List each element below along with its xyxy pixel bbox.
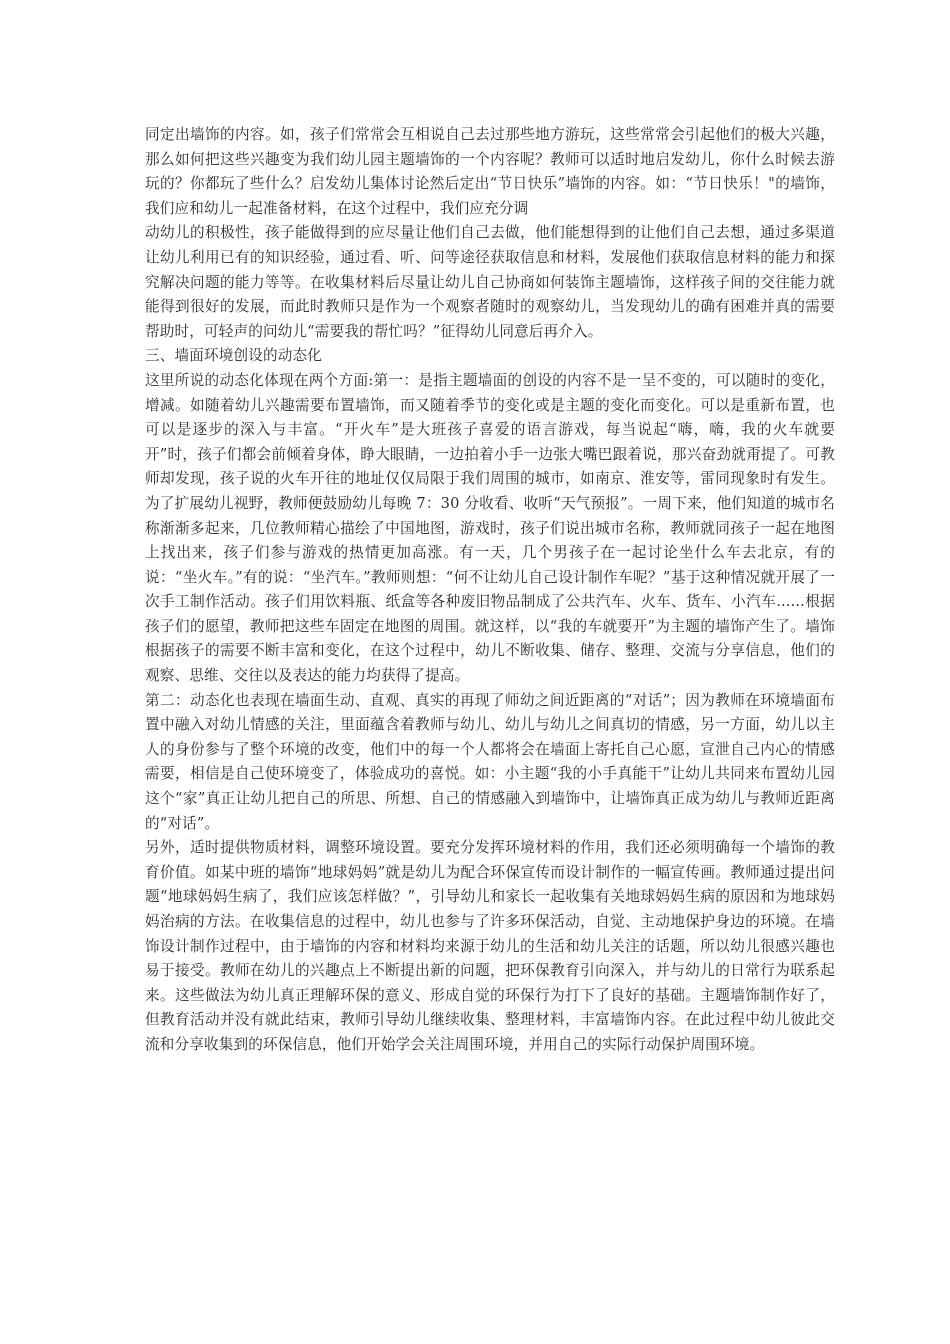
paragraph-dynamic-first: 这里所说的动态化体现在两个方面:第一：是指主题墙面的创设的内容不是一呈不变的，可以随时的变化，增减。如随着幼儿兴趣需要布置墙饰，而又随着季节的变化或是主题的变化而变化。可以是重新布置，也可以是逐步的深入与丰富。“开火车”是大班孩子喜爱的语言游戏，每当说起“嗨，嗨，我的火车就要开”时，孩子们都会前倾着身体，睁大眼睛，一边拍着小手一边张大嘴巴跟着说，那兴奋劲就甭提了。可教师却发现，孩子说的火车开往的地址仅仅局限于我们周围的城市，如南京、淮安等，雷同现象时有发生。为了扩展幼儿视野，教师便鼓励幼儿每晚 7：30 分收看、收听“天气预报”。一周下来，他们知道的城市名称渐渐多起来，几位教师精心描绘了中国地图，游戏时，孩子们说出城市名称，教师就同孩子一起在地图上找出来，孩子们参与游戏的热情更加高涨。有一天，几个男孩子在一起讨论坐什么车去北京，有的说：“坐火车。”有的说：“坐汽车。”教师则想：“何不让幼儿自己设计制作车呢？”基于这种情况就开展了一次手工制作活动。孩子们用饮料瓶、纸盒等各种废旧物品制成了公共汽车、火车、货车、小汽车......根据孩子们的愿望，教师把这些车固定在地图的周围。就这样，以“我的车就要开”为主题的墙饰产生了。墙饰根据孩子的需要不断丰富和变化，在这个过程中，幼儿不断收集、储存、整理、交流与分享信息，他们的观察、思维、交往以及表达的能力均获得了提高。 [145,371,835,685]
document-body [145,123,835,1058]
paragraph-festival-theme: 同定出墙饰的内容。如，孩子们常常会互相说自己去过那些地方游玩，这些常常会引起他们的极大兴趣，那么如何把这些兴趣变为我们幼儿园主题墙饰的一个内容呢？教师可以适时地启发幼儿，你什么时候去游玩的？你都玩了些什么？启发幼儿集体讨论然后定出“节日快乐”墙饰的内容。如：“节日快乐！"的墙饰，我们应和幼儿一起准备材料，在这个过程中，我们应充分调 [145,126,835,217]
paragraph-materials: 另外，适时提供物质材料，调整环境设置。要充分发挥环境材料的作用，我们还必须明确每一个墙饰的教育价值。如某中班的墙饰“地球妈妈”就是幼儿为配合环保宣传而设计制作的一幅宣传画。教师通过提出问题“地球妈妈生病了，我们应该怎样做？”，引导幼儿和家长一起收集有关地球妈妈生病的原因和为地球妈妈治病的方法。在收集信息的过程中，幼儿也参与了许多环保活动，自觉、主动地保护身边的环境。在墙饰设计制作过程中，由于墙饰的内容和材料均来源于幼儿的生活和幼儿关注的话题，所以幼儿很感兴趣也易于接受。教师在幼儿的兴趣点上不断提出新的问题，把环保教育引向深入，并与幼儿的日常行为联系起来。这些做法为幼儿真正理解环保的意义、形成自觉的环保行为打下了良好的基础。主题墙饰制作好了，但教育活动并没有就此结束，教师引导幼儿继续收集、整理材料，丰富墙饰内容。在此过程中幼儿彼此交流和分享收集到的环保信息，他们开始学会关注周围环境，并用自己的实际行动保护周围环境。 [145,839,835,1053]
section-heading-dynamic-wall: 三、墙面环境创设的动态化 [145,347,322,365]
paragraph-dynamic-second: 第二：动态化也表现在墙面生动、直观、真实的再现了师幼之间近距离的“对话”；因为教师在环境墙面布置中融入对幼儿情感的关注，里面蕴含着教师与幼儿、幼儿与幼儿之间真切的情感，另一方面，幼儿以主人的身份参与了整个环境的改变，他们中的每一个人都将会在墙面上寄托自己心愿，宣泄自己内心的情感需要，相信是自己使环境变了，体验成功的喜悦。如：小主题“我的小手真能干”让幼儿共同来布置幼儿园这个“家”真正让幼儿把自己的所思、所想、自己的情感融入到墙饰中，让墙饰真正成为幼儿与教师近距离的“对话”。 [145,691,835,832]
paragraph-child-initiative: 动幼儿的积极性，孩子能做得到的应尽量让他们自己去做，他们能想得到的让他们自己去想，通过多渠道让幼儿利用已有的知识经验，通过看、听、问等途径获取信息和材料，发展他们获取信息材料的能力和探究解决问题的能力等等。在收集材料后尽量让幼儿自己协商如何装饰主题墙饰，这样孩子间的交往能力就能得到很好的发展，而此时教师只是作为一个观察者随时的观察幼儿，当发现幼儿的确有困难并真的需要帮助时，可轻声的问幼儿“需要我的帮忙吗？”征得幼儿同意后再介入。 [145,224,835,340]
